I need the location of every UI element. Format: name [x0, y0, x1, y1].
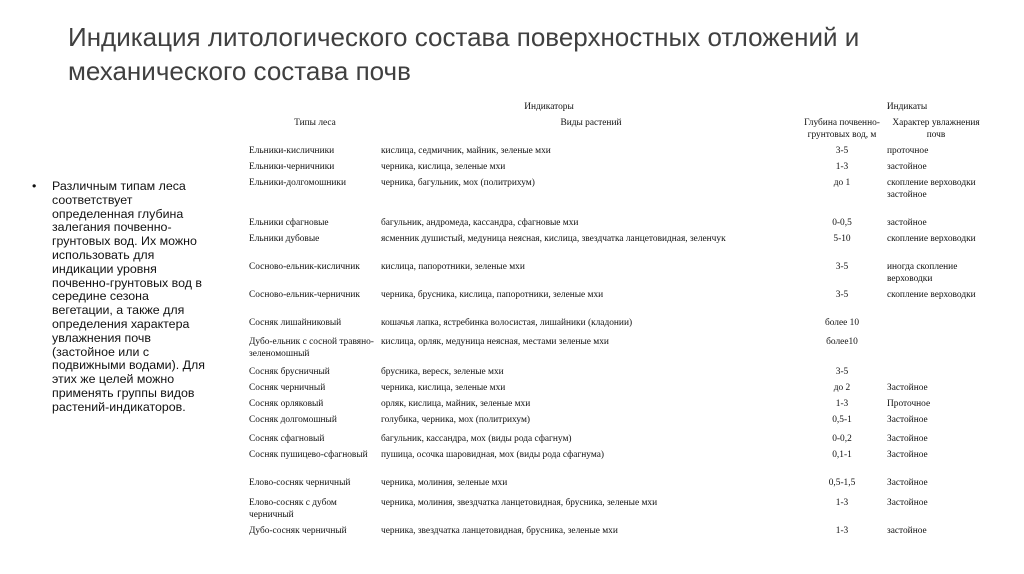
group-header-row — [249, 101, 989, 117]
depth-cell: 3-5 — [835, 262, 849, 272]
table-row — [249, 497, 989, 525]
humidity-cell: застойное — [887, 218, 927, 228]
forest-type-cell: Ельники сфагновые — [249, 218, 329, 228]
humidity-cell: Застойное — [887, 434, 928, 444]
forest-type-cell: Ельники-черничники — [249, 162, 335, 172]
forest-type-cell: Ельники-долгомошники — [249, 178, 346, 188]
table-row — [249, 336, 989, 366]
forest-type-cell: Дубо-ельник с сосной травяно-зеленомошный — [249, 337, 374, 359]
depth-cell: 1-3 — [835, 526, 849, 536]
plant-species-cell: голубика, черника, мох (политрихум) — [381, 415, 531, 425]
humidity-cell: иногда скопление верховодки — [887, 262, 958, 284]
depth-cell: до 2 — [833, 383, 851, 393]
table-row — [249, 525, 989, 541]
depth-cell: 1-3 — [835, 399, 849, 409]
table-row — [249, 233, 989, 261]
forest-type-cell: Сосняк лишайниковый — [249, 318, 342, 328]
humidity-cell — [883, 366, 989, 382]
humidity-cell: Застойное — [887, 478, 928, 488]
forest-type-header: Типы леса — [294, 118, 336, 128]
plant-species-cell: багульник, кассандра, мох (виды рода сфагнум) — [381, 434, 572, 444]
table-row — [249, 177, 989, 217]
humidity-cell: Проточное — [887, 399, 931, 409]
plant-species-cell: черника, кислица, зеленые мхи — [381, 383, 506, 393]
table-row — [249, 217, 989, 233]
forest-type-cell: Ельники дубовые — [249, 234, 320, 244]
humidity-cell: скопление верховодки — [887, 234, 976, 244]
table-row — [249, 477, 989, 497]
depth-cell: 5-10 — [833, 234, 851, 244]
plant-species-cell: кислица, орляк, медуница неясная, местами зеленые мхи — [381, 337, 609, 347]
table-row — [249, 145, 989, 161]
plant-species-cell: черника, кислица, зеленые мхи — [381, 162, 506, 172]
forest-type-table — [249, 101, 989, 541]
forest-type-cell: Дубо-сосняк черничный — [249, 526, 347, 536]
forest-type-cell: Сосново-ельник-черничник — [249, 290, 360, 300]
forest-type-cell: Сосняк орляковый — [249, 399, 324, 409]
plant-species-cell: кислица, седмичник, майник, зеленые мхи — [381, 146, 551, 156]
plant-species-cell: черника, молиния, зеленые мхи — [381, 478, 508, 488]
plant-species-cell: ясменник душистый, медуница неясная, кислица, звездчатка ланцетовидная, зеленчук — [381, 234, 726, 244]
depth-cell: 0,1-1 — [832, 450, 852, 460]
depth-cell: до 1 — [833, 178, 851, 188]
humidity-cell: Застойное — [887, 415, 928, 425]
forest-type-cell: Ельники-кисличники — [249, 146, 335, 156]
humidity-cell: скопление верховодки застойное — [887, 178, 976, 200]
forest-type-cell: Сосняк брусничный — [249, 367, 330, 377]
table-row — [249, 398, 989, 414]
depth-cell: 3-5 — [835, 146, 849, 156]
humidity-cell: Застойное — [887, 498, 928, 508]
plant-species-cell: черника, брусника, кислица, папоротники, зеленые мхи — [381, 290, 604, 300]
column-header-row — [249, 117, 989, 145]
bullet-paragraph — [32, 180, 210, 415]
humidity-cell: застойное — [887, 526, 927, 536]
table-row — [249, 366, 989, 382]
forest-type-cell: Сосново-ельник-кисличник — [249, 262, 360, 272]
humidity-cell: скопление верховодки — [887, 290, 976, 300]
table-row — [249, 161, 989, 177]
bullet-text: Различным типам леса соответствует определенная глубина залегания почвенно-грунтовых вод. Их можно использовать для индикации уровня почвенно-грунтовых вод в середине сезона вегетации, а также для определения характера увлажнения почв (застойное или с подвижными водами). Для этих же целей можно применять группы видов растений-индикаторов. — [52, 179, 205, 414]
plant-species-cell: черника, багульник, мох (политрихум) — [381, 178, 535, 188]
plant-species-cell: кислица, папоротники, зеленые мхи — [381, 262, 525, 272]
table-row — [249, 382, 989, 398]
plant-species-cell: пушица, осочка шаровидная, мох (виды рода сфагнума) — [381, 450, 604, 460]
forest-type-cell: Сосняк сфагновый — [249, 434, 325, 444]
table-row — [249, 414, 989, 433]
plant-species-cell: черника, молиния, звездчатка ланцетовидная, брусника, зеленые мхи — [381, 498, 658, 508]
humidity-cell: Застойное — [887, 450, 928, 460]
depth-cell: 3-5 — [835, 290, 849, 300]
depth-cell: более10 — [826, 337, 858, 347]
page-title: Индикация литологического состава поверхностных отложений и механического состава почв — [68, 22, 860, 86]
table-row — [249, 317, 989, 336]
humidity-header: Характер увлажнения почв — [892, 118, 980, 140]
plant-species-cell: брусника, вереск, зеленые мхи — [381, 367, 504, 377]
table-row — [249, 449, 989, 477]
humidity-cell — [883, 317, 989, 336]
humidity-cell: Застойное — [887, 383, 928, 393]
humidity-cell: проточное — [887, 146, 929, 156]
depth-header: Глубина почвенно-грунтовых вод, м — [804, 118, 880, 140]
depth-cell: 1-3 — [835, 498, 849, 508]
table-row — [249, 261, 989, 289]
forest-type-cell: Сосняк долгомошный — [249, 415, 337, 425]
indicators-header: Индикаторы — [524, 102, 574, 112]
humidity-cell — [883, 336, 989, 366]
plant-species-cell: кошачья лапка, ястребинка волосистая, лишайники (кладонии) — [381, 318, 633, 328]
table-row — [249, 433, 989, 449]
forest-type-cell: Сосняк пушицево-сфагновый — [249, 450, 368, 460]
plant-species-cell: багульник, андромеда, кассандра, сфагновые мхи — [381, 218, 579, 228]
forest-type-cell: Елово-сосняк черничный — [249, 478, 351, 488]
depth-cell: 3-5 — [835, 367, 849, 377]
forest-type-cell: Елово-сосняк с дубом черничный — [249, 498, 337, 520]
depth-cell: 0,5-1,5 — [828, 478, 856, 488]
plant-species-header: Виды растений — [560, 118, 622, 128]
table-row — [249, 289, 989, 317]
depth-cell: 0,5-1 — [832, 415, 852, 425]
depth-cell: более 10 — [824, 318, 860, 328]
depth-cell: 0-0,2 — [832, 434, 852, 444]
depth-cell: 1-3 — [835, 162, 849, 172]
plant-species-cell: черника, звездчатка ланцетовидная, брусника, зеленые мхи — [381, 526, 618, 536]
depth-cell: 0-0,5 — [832, 218, 852, 228]
plant-species-cell: орляк, кислица, майник, зеленые мхи — [381, 399, 531, 409]
bullet-marker: • — [32, 179, 37, 193]
forest-type-cell: Сосняк черничный — [249, 383, 326, 393]
humidity-cell: застойное — [887, 162, 927, 172]
indicated-header: Индикаты — [886, 102, 928, 112]
